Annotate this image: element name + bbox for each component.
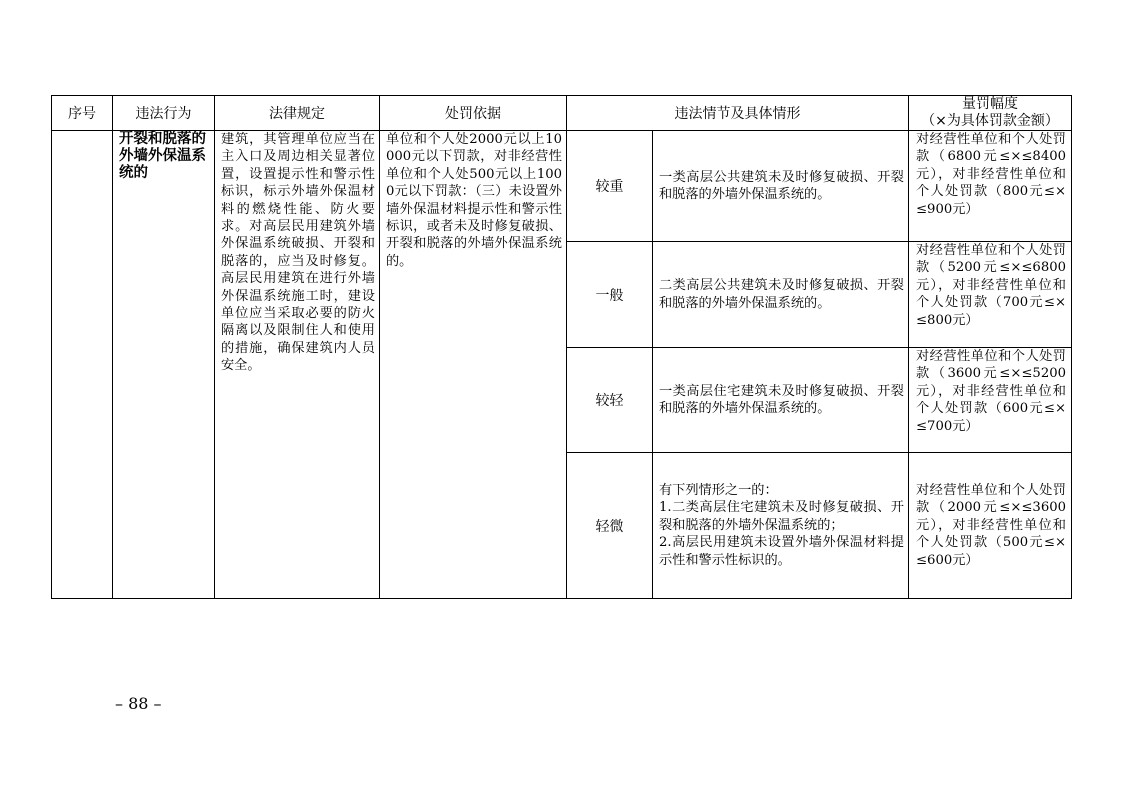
range-cell <box>909 242 1072 348</box>
law-cell <box>215 131 380 599</box>
situation-cell <box>653 453 909 599</box>
header-seq: 序号 <box>52 96 113 131</box>
situation-text: 有下列情形之一的： 1.二类高层住宅建筑未及时修复破损、开裂和脱落的外墙外保温系统的； 2.高层民用建筑未设置外墙外保温材料提示性和警示性标识的。 <box>659 482 904 568</box>
header-basis: 处罚依据 <box>380 96 567 131</box>
violation-cell <box>113 131 215 599</box>
basis-cell <box>380 131 567 599</box>
situation-text: 一类高层公共建筑未及时修复破损、开裂和脱落的外墙外保温系统的。 <box>659 169 904 202</box>
situation-cell <box>653 131 909 242</box>
violation-text: 开裂和脱落的外墙外保温系统的 <box>119 131 206 181</box>
law-text: 建筑，其管理单位应当在主入口及周边相关显著位置，设置提示性和警示性标识，标示外墙外保温材料的燃烧性能、防火要求。对高层民用建筑外墙外保温系统破损、开裂和脱落的，应当及时修复。高层民用建筑在进行外墙外保温系统施工时，建设单位应当采取必要的防火隔离以及限制住人和使用的措施，确保建筑内人员安全。 <box>221 132 375 374</box>
basis-text: 单位和个人处2000元以上10000元以下罚款，对非经营性单位和个人处500元以上1000元以下罚款：（三）未设置外墙外保温材料提示性和警示性标识，或者未及时修复破损、开裂和脱落的外墙外保温系统的。 <box>386 132 562 269</box>
header-circumstances: 违法情节及具体情形 <box>567 96 909 131</box>
header-act: 违法行为 <box>113 96 215 131</box>
header-range-line1: 量罚幅度 <box>962 96 1018 112</box>
range-cell <box>909 348 1072 453</box>
level-cell: 较重 <box>567 131 653 242</box>
header-range-line2: （×为具体罚款金额） <box>921 113 1059 129</box>
range-text: 对经营性单位和个人处罚款（6800元≤×≤8400元），对非经营性单位和个人处罚款（800元≤×≤900元） <box>916 132 1066 217</box>
range-text: 对经营性单位和个人处罚款（3600元≤×≤5200元），对非经营性单位和个人处罚款（600元≤×≤700元） <box>916 349 1066 434</box>
situation-text: 一类高层住宅建筑未及时修复破损、开裂和脱落的外墙外保温系统的。 <box>659 383 904 416</box>
range-cell <box>909 131 1072 242</box>
situation-cell <box>653 348 909 453</box>
level-cell: 一般 <box>567 242 653 348</box>
range-cell <box>909 453 1072 599</box>
seq-cell <box>52 131 113 599</box>
level-cell: 轻微 <box>567 453 653 599</box>
header-penalty-range <box>909 96 1072 131</box>
level-cell: 较轻 <box>567 348 653 453</box>
table-row <box>52 131 1072 242</box>
range-text: 对经营性单位和个人处罚款（2000元≤×≤3600元），对非经营性单位和个人处罚款（500元≤×≤600元） <box>916 482 1066 568</box>
header-row <box>52 96 1072 131</box>
penalty-table <box>51 95 1072 599</box>
header-law: 法律规定 <box>215 96 380 131</box>
page-number: – 88 – <box>115 694 162 713</box>
situation-text: 二类高层公共建筑未及时修复破损、开裂和脱落的外墙外保温系统的。 <box>659 278 904 311</box>
situation-cell <box>653 242 909 348</box>
range-text: 对经营性单位和个人处罚款（5200元≤×≤6800元），对非经营性单位和个人处罚款（700元≤×≤800元） <box>916 243 1066 328</box>
